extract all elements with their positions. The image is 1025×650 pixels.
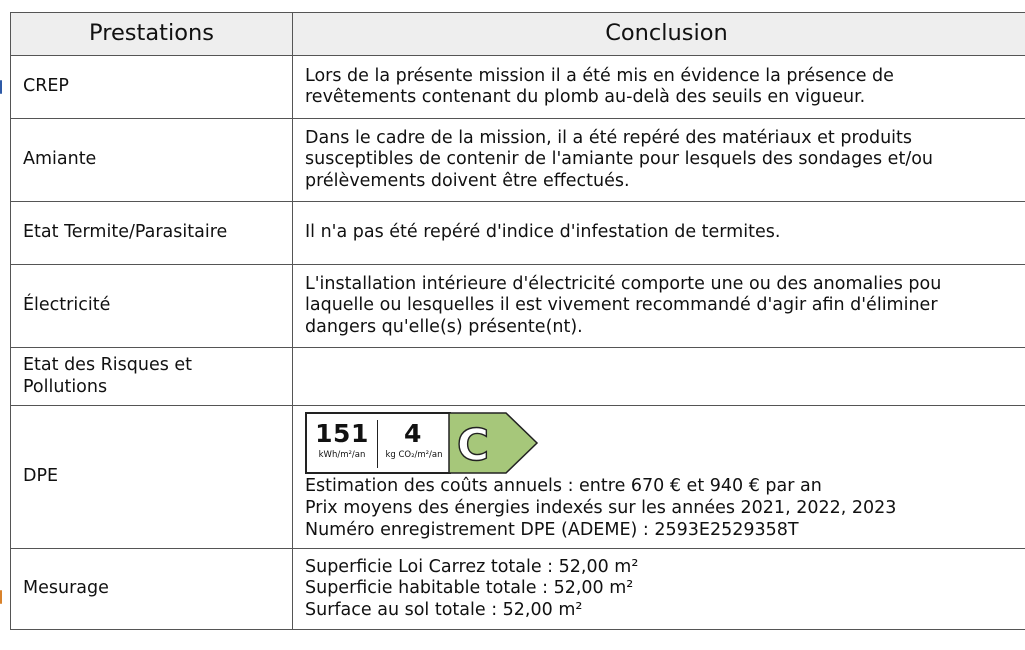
prestation-name: CREP	[11, 56, 293, 119]
blue-edge-mark	[0, 80, 2, 94]
dpe-divider	[377, 420, 378, 468]
dpe-energy-unit: kWh/m²/an	[318, 450, 366, 460]
dpe-details	[305, 475, 896, 541]
orange-edge-mark	[0, 590, 2, 604]
conclusion-cell	[293, 202, 1025, 265]
header-prestations: Prestations	[11, 13, 293, 56]
conclusion-line: Lors de la présente mission il a été mis en évidence la présence de	[305, 65, 894, 86]
table-row	[11, 56, 1025, 119]
table-row	[11, 348, 1025, 406]
conclusion-line: Il n'a pas été repéré d'indice d'infestation de termites.	[305, 222, 781, 243]
dpe-class-letter: C	[456, 420, 490, 471]
left-edge-marks	[0, 0, 3, 650]
dpe-values-box	[305, 412, 451, 474]
prestation-name-line: Pollutions	[23, 376, 108, 397]
conclusion-line: Surface au sol totale : 52,00 m²	[305, 599, 583, 620]
prestation-name: Mesurage	[11, 549, 293, 630]
conclusion-cell	[293, 56, 1025, 119]
dpe-energy-value: 151	[315, 419, 369, 448]
dpe-ges-value: 4	[404, 419, 422, 448]
prestation-name: Électricité	[11, 265, 293, 348]
conclusion-line: laquelle ou lesquelles il est vivement recommandé d'agir afin d'éliminer	[305, 295, 938, 316]
conclusion-cell	[293, 265, 1025, 348]
prestation-name: DPE	[11, 406, 293, 549]
header-conclusion: Conclusion	[293, 13, 1025, 56]
conclusion-line: Superficie habitable totale : 52,00 m²	[305, 578, 634, 599]
conclusion-line: revêtements contenant du plomb au-delà des seuils en vigueur.	[305, 87, 866, 107]
prestation-name	[11, 348, 293, 406]
table-header-row	[11, 13, 1025, 56]
conclusion-line: Prix moyens des énergies indexés sur les années 2021, 2022, 2023	[305, 498, 897, 518]
prestation-name: Etat Termite/Parasitaire	[11, 202, 293, 265]
conclusion-cell-empty	[293, 348, 1025, 406]
conclusion-line: Numéro enregistrement DPE (ADEME) : 2593E2529358T	[305, 520, 799, 540]
table-row	[11, 202, 1025, 265]
conclusion-line: Superficie Loi Carrez totale : 52,00 m²	[305, 556, 639, 577]
prestation-name: Amiante	[11, 119, 293, 202]
conclusion-cell	[293, 119, 1025, 202]
conclusion-line: dangers qu'elle(s) présente(nt).	[305, 316, 583, 337]
conclusion-cell	[293, 406, 1025, 549]
conclusion-cell	[293, 549, 1025, 630]
dpe-ges-unit: kg CO₂/m²/an	[385, 450, 443, 460]
conclusion-line: prélèvements doivent être effectués.	[305, 170, 630, 191]
prestation-name-line: Etat des Risques et	[23, 355, 193, 375]
conclusion-line: Dans le cadre de la mission, il a été repéré des matériaux et produits	[305, 127, 912, 148]
conclusion-line: L'installation intérieure d'électricité comporte une ou des anomalies pou	[305, 273, 942, 294]
table-row	[11, 119, 1025, 202]
conclusion-line: susceptibles de contenir de l'amiante pour lesquels des sondages et/ou	[305, 149, 934, 170]
table-row	[11, 406, 1025, 549]
dpe-energy-label	[305, 412, 545, 474]
table-row	[11, 549, 1025, 630]
dpe-class-arrow	[448, 412, 540, 474]
conclusion-line: Estimation des coûts annuels : entre 670 € et 940 € par an	[305, 476, 822, 496]
diagnostics-table	[10, 12, 1025, 630]
table-row	[11, 265, 1025, 348]
